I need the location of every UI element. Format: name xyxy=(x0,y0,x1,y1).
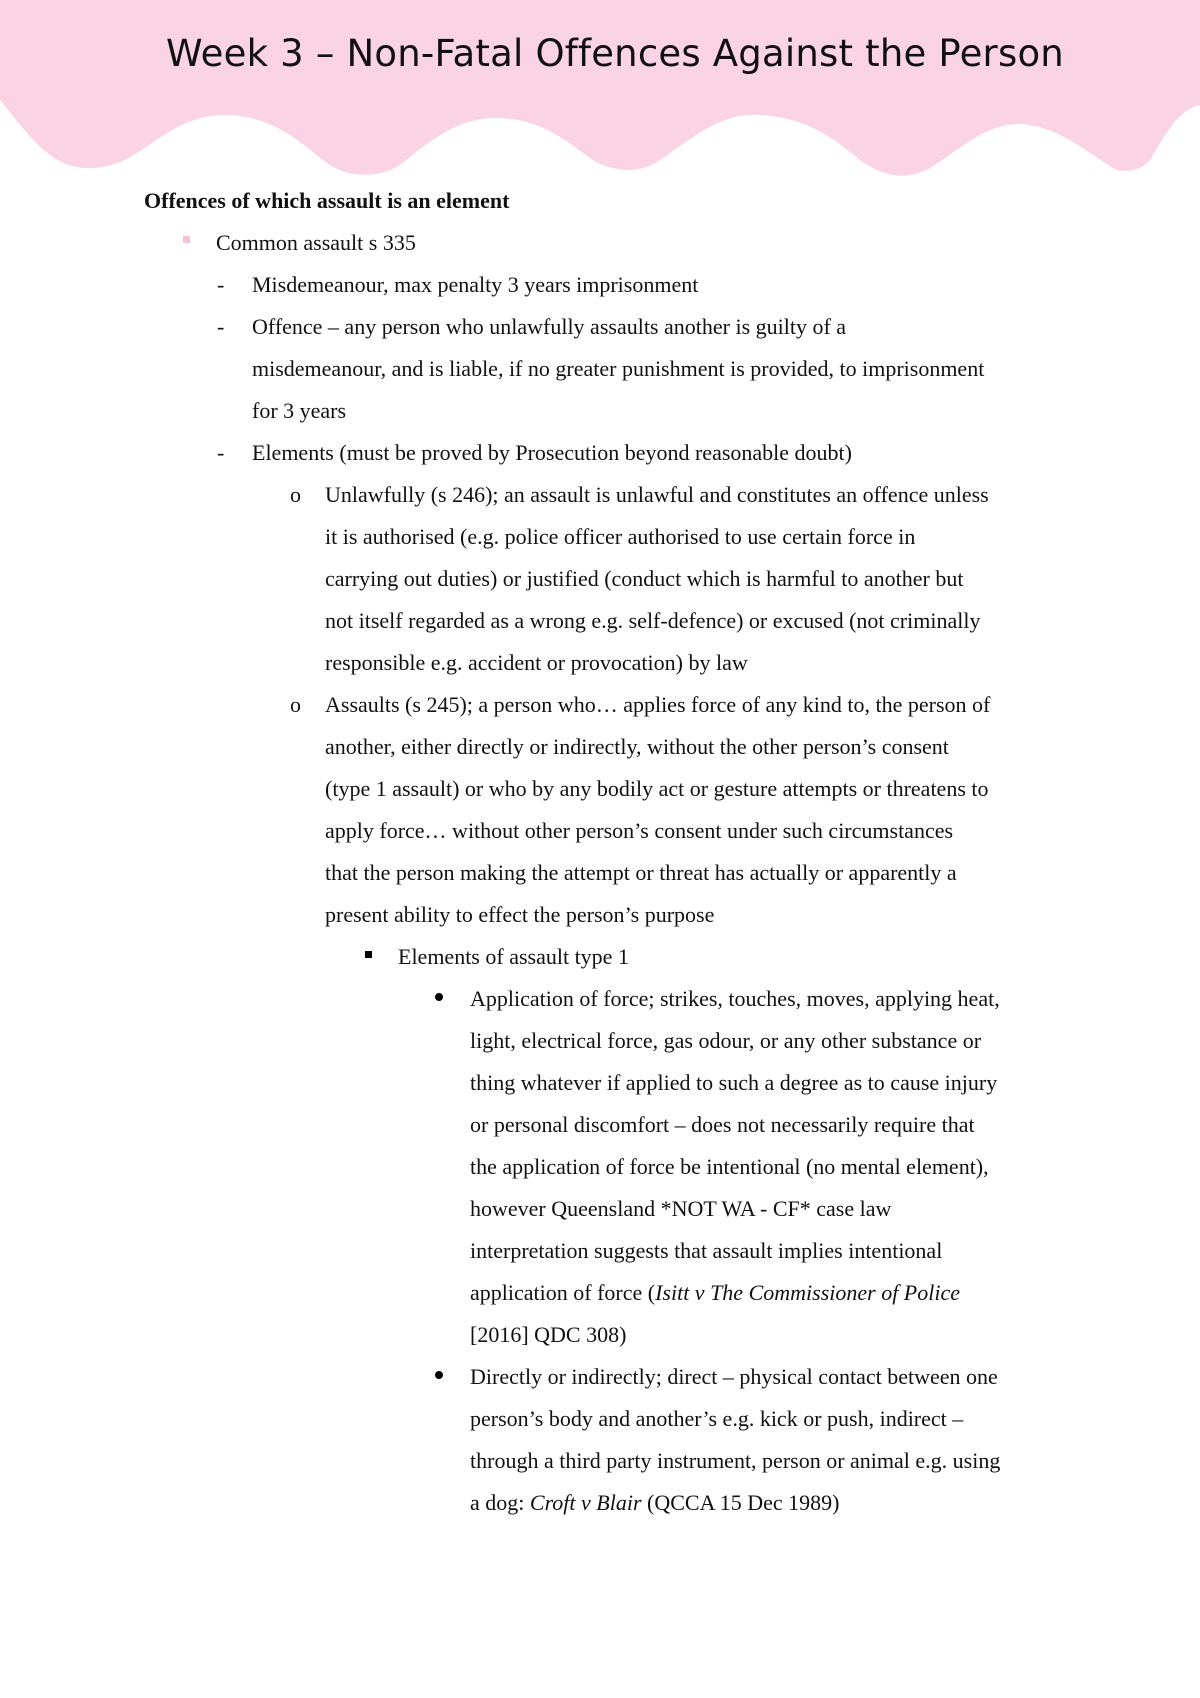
elements-item: Elements (must be proved by Prosecution beyond reasonable doubt) xyxy=(252,440,852,465)
case-name: Croft v Blair xyxy=(529,1490,642,1515)
common-assault-item: Common assault s 335 xyxy=(216,230,416,255)
offence-line: Offence – any person who unlawfully assaults another is guilty of a xyxy=(252,314,847,339)
assaults-line: that the person making the attempt or threat has actually or apparently a xyxy=(325,860,957,885)
direct-line xyxy=(470,1482,840,1524)
application-text: application of force ( xyxy=(470,1280,656,1305)
dash-bullet: - xyxy=(217,272,225,297)
direct-text: a dog: xyxy=(470,1490,530,1515)
direct-line: through a third party instrument, person or animal e.g. using xyxy=(470,1448,1001,1473)
black-square-bullet-icon xyxy=(365,951,372,958)
unlawfully-line: carrying out duties) or justified (conduct which is harmful to another but xyxy=(325,566,964,591)
round-bullet-icon xyxy=(435,1371,443,1379)
application-line: thing whatever if applied to such a degree as to cause injury xyxy=(470,1070,998,1095)
round-bullet-icon xyxy=(435,993,443,1001)
circle-bullet: o xyxy=(290,692,301,717)
direct-line: Directly or indirectly; direct – physical contact between one xyxy=(470,1364,998,1389)
pink-square-bullet-icon xyxy=(183,236,190,243)
dash-bullet: - xyxy=(217,440,225,465)
unlawfully-line: Unlawfully (s 246); an assault is unlawful and constitutes an offence unless xyxy=(325,482,989,507)
page-title: Week 3 – Non-Fatal Offences Against the Person xyxy=(166,32,1064,75)
direct-line: person’s body and another’s e.g. kick or push, indirect – xyxy=(470,1406,964,1431)
type1-item: Elements of assault type 1 xyxy=(398,944,629,969)
misdemeanour-item: Misdemeanour, max penalty 3 years imprisonment xyxy=(252,272,699,297)
unlawfully-line: not itself regarded as a wrong e.g. self-defence) or excused (not criminally xyxy=(325,608,981,633)
section-heading: Offences of which assault is an element xyxy=(144,188,510,213)
application-line: Application of force; strikes, touches, moves, applying heat, xyxy=(470,986,1000,1011)
application-line: however Queensland *NOT WA - CF* case law xyxy=(470,1196,892,1221)
unlawfully-line: responsible e.g. accident or provocation) by law xyxy=(325,650,748,675)
application-line: light, electrical force, gas odour, or any other substance or xyxy=(470,1028,982,1053)
circle-bullet: o xyxy=(290,482,301,507)
assaults-line: (type 1 assault) or who by any bodily act or gesture attempts or threatens to xyxy=(325,776,989,801)
assaults-line: Assaults (s 245); a person who… applies force of any kind to, the person of xyxy=(325,692,991,717)
application-line: interpretation suggests that assault implies intentional xyxy=(470,1238,943,1263)
header-wave-decoration xyxy=(0,0,1200,185)
application-line: or personal discomfort – does not necessarily require that xyxy=(470,1112,975,1137)
application-line: the application of force be intentional (no mental element), xyxy=(470,1154,989,1179)
application-line xyxy=(470,1272,960,1314)
offence-line: misdemeanour, and is liable, if no greater punishment is provided, to imprisonment xyxy=(252,356,985,381)
case-citation: [2016] QDC 308) xyxy=(470,1322,627,1347)
case-citation: (QCCA 15 Dec 1989) xyxy=(641,1490,840,1515)
case-name: Isitt v The Commissioner of Police xyxy=(655,1280,960,1305)
dash-bullet: - xyxy=(217,314,225,339)
assaults-line: another, either directly or indirectly, without the other person’s consent xyxy=(325,734,949,759)
assaults-line: present ability to effect the person’s purpose xyxy=(325,902,715,927)
offence-line: for 3 years xyxy=(252,398,347,423)
assaults-line: apply force… without other person’s consent under such circumstances xyxy=(325,818,954,843)
unlawfully-line: it is authorised (e.g. police officer authorised to use certain force in xyxy=(325,524,916,549)
